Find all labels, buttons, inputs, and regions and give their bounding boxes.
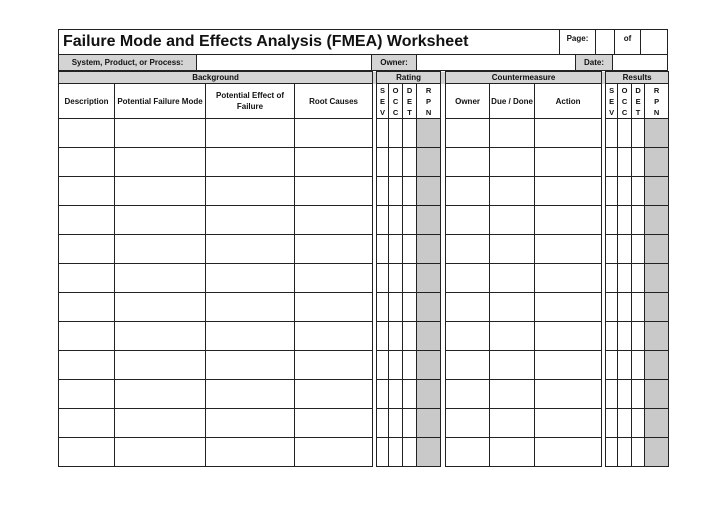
owner-cell[interactable]: [446, 119, 490, 148]
sev-cell[interactable]: [377, 351, 389, 380]
det-result-cell[interactable]: [632, 293, 645, 322]
det-cell[interactable]: [403, 293, 417, 322]
root-causes-cell[interactable]: [295, 264, 373, 293]
description-cell[interactable]: [59, 351, 115, 380]
failure-mode-cell[interactable]: [115, 119, 206, 148]
det-result-cell[interactable]: [632, 351, 645, 380]
det-result-cell[interactable]: [632, 438, 645, 467]
sev-cell[interactable]: [377, 206, 389, 235]
det-cell[interactable]: [403, 206, 417, 235]
action-cell[interactable]: [535, 177, 602, 206]
group-countermeasure: Countermeasure: [446, 72, 602, 84]
col-description: Description: [59, 84, 115, 119]
sev-result-cell[interactable]: [606, 438, 618, 467]
description-cell[interactable]: [59, 380, 115, 409]
action-cell[interactable]: [535, 438, 602, 467]
title-cell: [59, 30, 560, 54]
rpn-cell[interactable]: [417, 206, 441, 235]
sev-result-cell[interactable]: [606, 293, 618, 322]
rpn-result-cell[interactable]: [645, 351, 669, 380]
column-header-row: [59, 84, 669, 119]
table-row: [59, 264, 669, 293]
page-number-field[interactable]: [596, 30, 615, 54]
occ-result-cell[interactable]: [618, 148, 632, 177]
det-result-cell[interactable]: [632, 177, 645, 206]
occ-cell[interactable]: [389, 264, 403, 293]
action-cell[interactable]: [535, 322, 602, 351]
sev-result-cell[interactable]: [606, 322, 618, 351]
due-done-cell[interactable]: [490, 148, 535, 177]
sev-cell[interactable]: [377, 148, 389, 177]
action-cell[interactable]: [535, 351, 602, 380]
root-causes-cell[interactable]: [295, 380, 373, 409]
root-causes-cell[interactable]: [295, 351, 373, 380]
effect-cell[interactable]: [206, 293, 295, 322]
failure-mode-cell[interactable]: [115, 177, 206, 206]
rpn-cell[interactable]: [417, 235, 441, 264]
occ-result-cell[interactable]: [618, 380, 632, 409]
description-cell[interactable]: [59, 293, 115, 322]
occ-result-cell[interactable]: [618, 409, 632, 438]
effect-cell[interactable]: [206, 351, 295, 380]
table-row: [59, 438, 669, 467]
info-row: [58, 55, 668, 71]
col-owner: Owner: [446, 84, 490, 119]
root-causes-cell[interactable]: [295, 119, 373, 148]
due-done-cell[interactable]: [490, 438, 535, 467]
det-cell[interactable]: [403, 264, 417, 293]
owner-cell[interactable]: [446, 293, 490, 322]
sev-cell[interactable]: [377, 177, 389, 206]
col-action: Action: [535, 84, 602, 119]
rpn-result-cell[interactable]: [645, 206, 669, 235]
due-done-cell[interactable]: [490, 235, 535, 264]
occ-result-cell[interactable]: [618, 235, 632, 264]
sev-result-cell[interactable]: [606, 206, 618, 235]
failure-mode-cell[interactable]: [115, 148, 206, 177]
occ-result-cell[interactable]: [618, 177, 632, 206]
description-cell[interactable]: [59, 206, 115, 235]
owner-cell[interactable]: [446, 264, 490, 293]
table-row: [59, 351, 669, 380]
sev-cell[interactable]: [377, 264, 389, 293]
failure-mode-cell[interactable]: [115, 235, 206, 264]
sev-result-cell[interactable]: [606, 119, 618, 148]
due-done-cell[interactable]: [490, 322, 535, 351]
system-label: System, Product, or Process:: [59, 55, 197, 70]
rpn-result-cell[interactable]: [645, 235, 669, 264]
description-cell[interactable]: [59, 148, 115, 177]
sev-result-cell[interactable]: [606, 409, 618, 438]
occ-cell[interactable]: [389, 148, 403, 177]
det-result-cell[interactable]: [632, 235, 645, 264]
fmea-worksheet: [58, 29, 668, 467]
rpn-cell[interactable]: [417, 380, 441, 409]
col-rpn: R P N: [417, 84, 441, 119]
rpn-cell[interactable]: [417, 177, 441, 206]
det-cell[interactable]: [403, 177, 417, 206]
description-cell[interactable]: [59, 322, 115, 351]
title-row: [58, 29, 668, 55]
rpn-cell[interactable]: [417, 264, 441, 293]
col-due-done: Due / Done: [490, 84, 535, 119]
worksheet-title: Failure Mode and Effects Analysis (FMEA) Worksheet: [63, 33, 469, 50]
occ-result-cell[interactable]: [618, 438, 632, 467]
sev-cell[interactable]: [377, 438, 389, 467]
rpn-cell[interactable]: [417, 322, 441, 351]
det-result-cell[interactable]: [632, 264, 645, 293]
table-row: [59, 235, 669, 264]
sev-result-cell[interactable]: [606, 235, 618, 264]
table-row: [59, 409, 669, 438]
rpn-result-cell[interactable]: [645, 264, 669, 293]
group-rating: Rating: [377, 72, 441, 84]
action-cell[interactable]: [535, 235, 602, 264]
sev-result-cell[interactable]: [606, 264, 618, 293]
det-cell[interactable]: [403, 438, 417, 467]
det-cell[interactable]: [403, 235, 417, 264]
occ-cell[interactable]: [389, 409, 403, 438]
group-background: Background: [59, 72, 373, 84]
col-occ: O C C: [389, 84, 403, 119]
occ-result-cell[interactable]: [618, 264, 632, 293]
root-causes-cell[interactable]: [295, 409, 373, 438]
description-cell[interactable]: [59, 235, 115, 264]
det-result-cell[interactable]: [632, 322, 645, 351]
owner-cell[interactable]: [446, 206, 490, 235]
col-potential-effect: Potential Effect of Failure: [206, 84, 295, 119]
action-cell[interactable]: [535, 206, 602, 235]
due-done-cell[interactable]: [490, 264, 535, 293]
sev-result-cell[interactable]: [606, 380, 618, 409]
occ-cell[interactable]: [389, 322, 403, 351]
failure-mode-cell[interactable]: [115, 380, 206, 409]
owner-cell[interactable]: [446, 148, 490, 177]
rpn-result-cell[interactable]: [645, 409, 669, 438]
due-done-cell[interactable]: [490, 351, 535, 380]
rpn-result-cell[interactable]: [645, 322, 669, 351]
sev-result-cell[interactable]: [606, 148, 618, 177]
det-result-cell[interactable]: [632, 148, 645, 177]
action-cell[interactable]: [535, 264, 602, 293]
sev-cell[interactable]: [377, 409, 389, 438]
root-causes-cell[interactable]: [295, 438, 373, 467]
owner-cell[interactable]: [446, 235, 490, 264]
root-causes-cell[interactable]: [295, 322, 373, 351]
effect-cell[interactable]: [206, 264, 295, 293]
occ-result-cell[interactable]: [618, 351, 632, 380]
date-field[interactable]: [613, 55, 667, 70]
occ-cell[interactable]: [389, 293, 403, 322]
sev-cell[interactable]: [377, 235, 389, 264]
effect-cell[interactable]: [206, 380, 295, 409]
due-done-cell[interactable]: [490, 177, 535, 206]
failure-mode-cell[interactable]: [115, 293, 206, 322]
rpn-cell[interactable]: [417, 148, 441, 177]
occ-result-cell[interactable]: [618, 206, 632, 235]
col-det-result: D E T: [632, 84, 645, 119]
page-total-field[interactable]: [641, 30, 667, 54]
page-label: Page:: [560, 30, 596, 54]
rpn-cell[interactable]: [417, 351, 441, 380]
date-label: Date:: [576, 55, 613, 70]
det-result-cell[interactable]: [632, 409, 645, 438]
table-body: [59, 119, 669, 467]
occ-cell[interactable]: [389, 119, 403, 148]
rpn-result-cell[interactable]: [645, 119, 669, 148]
action-cell[interactable]: [535, 380, 602, 409]
owner-label: Owner:: [372, 55, 417, 70]
group-header-row: [59, 72, 669, 84]
col-sev-result: S E V: [606, 84, 618, 119]
col-sev: S E V: [377, 84, 389, 119]
det-cell[interactable]: [403, 351, 417, 380]
effect-cell[interactable]: [206, 322, 295, 351]
effect-cell[interactable]: [206, 235, 295, 264]
rpn-cell[interactable]: [417, 119, 441, 148]
rpn-cell[interactable]: [417, 293, 441, 322]
sev-result-cell[interactable]: [606, 351, 618, 380]
effect-cell[interactable]: [206, 206, 295, 235]
sev-cell[interactable]: [377, 119, 389, 148]
det-result-cell[interactable]: [632, 206, 645, 235]
occ-result-cell[interactable]: [618, 322, 632, 351]
of-label: of: [615, 30, 641, 54]
failure-mode-cell[interactable]: [115, 438, 206, 467]
description-cell[interactable]: [59, 438, 115, 467]
table-row: [59, 177, 669, 206]
det-cell[interactable]: [403, 148, 417, 177]
description-cell[interactable]: [59, 177, 115, 206]
rpn-result-cell[interactable]: [645, 380, 669, 409]
det-cell[interactable]: [403, 409, 417, 438]
effect-cell[interactable]: [206, 177, 295, 206]
col-det: D E T: [403, 84, 417, 119]
due-done-cell[interactable]: [490, 380, 535, 409]
rpn-cell[interactable]: [417, 438, 441, 467]
occ-result-cell[interactable]: [618, 119, 632, 148]
table-row: [59, 148, 669, 177]
failure-mode-cell[interactable]: [115, 322, 206, 351]
due-done-cell[interactable]: [490, 409, 535, 438]
root-causes-cell[interactable]: [295, 206, 373, 235]
sev-cell[interactable]: [377, 293, 389, 322]
col-rpn-result: R P N: [645, 84, 669, 119]
action-cell[interactable]: [535, 119, 602, 148]
due-done-cell[interactable]: [490, 206, 535, 235]
table-row: [59, 380, 669, 409]
effect-cell[interactable]: [206, 148, 295, 177]
root-causes-cell[interactable]: [295, 293, 373, 322]
failure-mode-cell[interactable]: [115, 264, 206, 293]
description-cell[interactable]: [59, 264, 115, 293]
effect-cell[interactable]: [206, 119, 295, 148]
root-causes-cell[interactable]: [295, 148, 373, 177]
sev-cell[interactable]: [377, 322, 389, 351]
owner-cell[interactable]: [446, 177, 490, 206]
sev-result-cell[interactable]: [606, 177, 618, 206]
det-result-cell[interactable]: [632, 380, 645, 409]
owner-cell[interactable]: [446, 409, 490, 438]
description-cell[interactable]: [59, 409, 115, 438]
det-cell[interactable]: [403, 119, 417, 148]
sev-cell[interactable]: [377, 380, 389, 409]
col-root-causes: Root Causes: [295, 84, 373, 119]
table-row: [59, 322, 669, 351]
action-cell[interactable]: [535, 409, 602, 438]
rpn-result-cell[interactable]: [645, 293, 669, 322]
rpn-result-cell[interactable]: [645, 177, 669, 206]
fmea-table: [58, 71, 669, 467]
owner-cell[interactable]: [446, 322, 490, 351]
description-cell[interactable]: [59, 119, 115, 148]
root-causes-cell[interactable]: [295, 177, 373, 206]
table-row: [59, 119, 669, 148]
det-cell[interactable]: [403, 380, 417, 409]
group-results: Results: [606, 72, 669, 84]
col-occ-result: O C C: [618, 84, 632, 119]
effect-cell[interactable]: [206, 438, 295, 467]
action-cell[interactable]: [535, 148, 602, 177]
owner-cell[interactable]: [446, 380, 490, 409]
rpn-cell[interactable]: [417, 409, 441, 438]
failure-mode-cell[interactable]: [115, 351, 206, 380]
occ-cell[interactable]: [389, 235, 403, 264]
det-cell[interactable]: [403, 322, 417, 351]
occ-cell[interactable]: [389, 206, 403, 235]
occ-cell[interactable]: [389, 380, 403, 409]
occ-cell[interactable]: [389, 351, 403, 380]
root-causes-cell[interactable]: [295, 235, 373, 264]
rpn-result-cell[interactable]: [645, 148, 669, 177]
effect-cell[interactable]: [206, 409, 295, 438]
owner-cell[interactable]: [446, 438, 490, 467]
occ-cell[interactable]: [389, 177, 403, 206]
owner-field[interactable]: [417, 55, 576, 70]
owner-cell[interactable]: [446, 351, 490, 380]
table-row: [59, 293, 669, 322]
occ-cell[interactable]: [389, 438, 403, 467]
det-result-cell[interactable]: [632, 119, 645, 148]
table-row: [59, 206, 669, 235]
rpn-result-cell[interactable]: [645, 438, 669, 467]
action-cell[interactable]: [535, 293, 602, 322]
col-potential-failure-mode: Potential Failure Mode: [115, 84, 206, 119]
failure-mode-cell[interactable]: [115, 409, 206, 438]
due-done-cell[interactable]: [490, 119, 535, 148]
occ-result-cell[interactable]: [618, 293, 632, 322]
due-done-cell[interactable]: [490, 293, 535, 322]
failure-mode-cell[interactable]: [115, 206, 206, 235]
system-field[interactable]: [197, 55, 372, 70]
